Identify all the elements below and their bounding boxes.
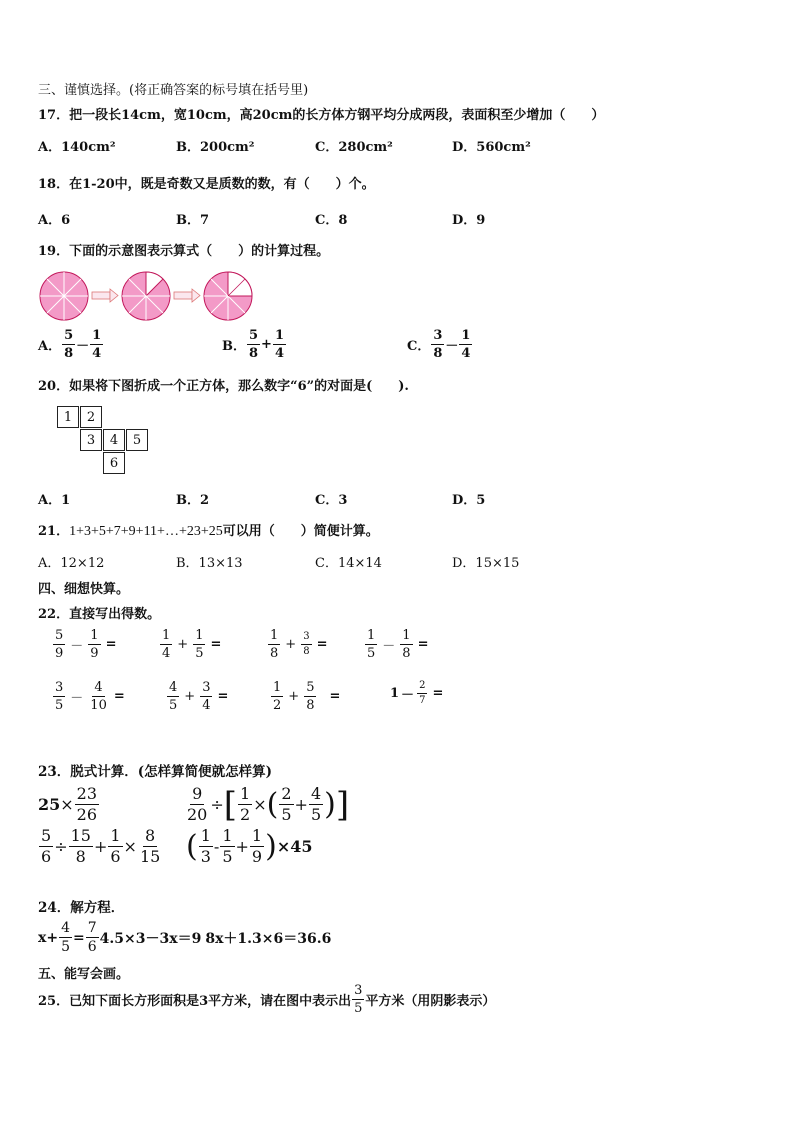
pie-result [204,272,252,320]
pie-full [40,272,88,320]
net-cell: 5 [126,429,148,451]
q20-stem: 20．如果将下图折成一个正方体，那么数字“6”的对面是( ). [38,379,409,394]
question-number: 21． [38,524,70,539]
q22-item: $\frac{3}{5}$ － $\frac{4}{10}$ = [55,680,125,713]
cube-net [57,406,157,476]
q19-option-c [407,329,473,360]
q19-stem: 19．下面的示意图表示算式（ ）的计算过程。 [38,244,330,259]
operator: + [261,337,272,352]
q23-expr-3: $\frac{5}{6}$ ÷ $\frac{15}{8}$ + $\frac{1}{6}$ × $\frac{8}{15}$ [41,826,161,866]
operator: － [76,339,90,354]
paren-close: ) [324,786,336,822]
net-cell: 2 [80,406,102,428]
q17-option-b: B．200cm² [176,140,255,155]
q22-item: $\frac{1}{5}$ － $\frac{1}{8}$ = [367,628,429,661]
option-label: A． [38,339,62,354]
q22-item: $\frac{1}{8}$ + $\frac{3}{8}$ = [270,628,328,661]
q21-option-d: D．15×15 [452,556,520,571]
q21-option-a: A．12×12 [38,556,105,571]
q18-option-a: A．6 [38,213,71,228]
expression: 1+3+5+7+9+11+…+23+25 [69,524,223,539]
fraction: $\frac{1}{4}$ [92,328,102,361]
bracket-close: ] [335,784,350,825]
paren-open: ( [266,786,279,822]
fraction: $\frac{1}{4}$ [461,328,471,361]
paren-open: ( [186,828,198,864]
stem-tail: 可以用（ ）简便计算。 [222,524,379,539]
net-cell: 4 [103,429,125,451]
q18-option-c: C．8 [315,213,348,228]
q17-option-c: C．280cm² [315,140,393,155]
paren-close: ) [265,828,277,864]
q22-item: $\frac{5}{9}$ － $\frac{1}{9}$ = [55,628,117,661]
q19-option-a [38,329,104,360]
q21-stem [38,520,379,540]
q17-stem: 17．把一段长14cm，宽10cm，高20cm的长方体方钢平均分成两段，表面积至少增加（ ） [38,108,605,123]
q19-option-b [222,329,287,360]
section-5-title: 五、能写会画。 [38,967,130,982]
option-label: C． [407,339,431,354]
net-cell: 1 [57,406,79,428]
q19-fraction-diagram [38,270,273,322]
arrow-icon [174,289,200,302]
section-4-title: 四、细想快算。 [38,582,130,597]
q23-expr-4: ( $\frac{1}{3}$ - $\frac{1}{5}$ + $\frac{1}{9}$ ) ×45 [186,826,313,866]
q18-option-d: D．9 [452,213,486,228]
q24-stem: 24．解方程． [38,900,125,916]
fraction: $\frac{1}{4}$ [274,328,284,361]
q21-option-c: C．14×14 [315,556,382,571]
fraction: $\frac{5}{8}$ [249,328,259,361]
q21-option-b: B．13×13 [176,556,243,571]
q22-item: $\frac{4}{5}$ + $\frac{3}{4}$ = [169,680,229,713]
option-label: B． [222,339,246,354]
fraction: $\frac{5}{8}$ [64,328,74,361]
q17-option-a: A．140cm² [38,140,116,155]
bracket-open: [ [223,784,238,825]
fraction: $\frac{3}{8}$ [433,328,443,361]
operator: － [445,339,459,354]
section-3-title: 三、谨慎选择。(将正确答案的标号填在括号里) [38,83,309,98]
q23-stem: 23．脱式计算．(怎样算简便就怎样算) [38,764,273,780]
q23-expr-1: 25 × $\frac{23}{26}$ [38,784,98,824]
q23-expr-2: $\frac{9}{20}$ ÷ [ $\frac{1}{2}$ × ( $\frac{2}{5}$ + $\frac{4}{5}$ ) ] [187,784,350,825]
q22-item: 1 － $\frac{2}{7}$ = [390,680,444,706]
q25-stem: 25．已知下面长方形面积是3平方米，请在图中表示出 $\frac{3}{5}$ 平方米（用阴影表示） [38,983,496,1016]
q22-item: $\frac{1}{2}$ + $\frac{5}{8}$ = [273,680,341,713]
net-cell: 6 [103,452,125,474]
q20-option-d: D．5 [452,493,486,508]
q18-stem: 18．在1-20中，既是奇数又是质数的数，有（ ）个。 [38,177,375,192]
net-cell: 3 [80,429,102,451]
q22-item: $\frac{1}{4}$ + $\frac{1}{5}$ = [162,628,222,661]
q20-option-a: A．1 [38,493,71,508]
q17-option-d: D．560cm² [452,140,531,155]
q20-option-c: C．3 [315,493,348,508]
q18-option-b: B．7 [176,213,210,228]
arrow-icon [92,289,118,302]
pie-partial [122,272,170,320]
q20-option-b: B．2 [176,493,210,508]
q22-stem: 22．直接写出得数。 [38,607,161,622]
q24-equations: x+ $\frac{4}{5}$ = $\frac{7}{6}$ 4.5×3－3x＝9 8x＋1.3×6＝36.6 [38,920,332,955]
